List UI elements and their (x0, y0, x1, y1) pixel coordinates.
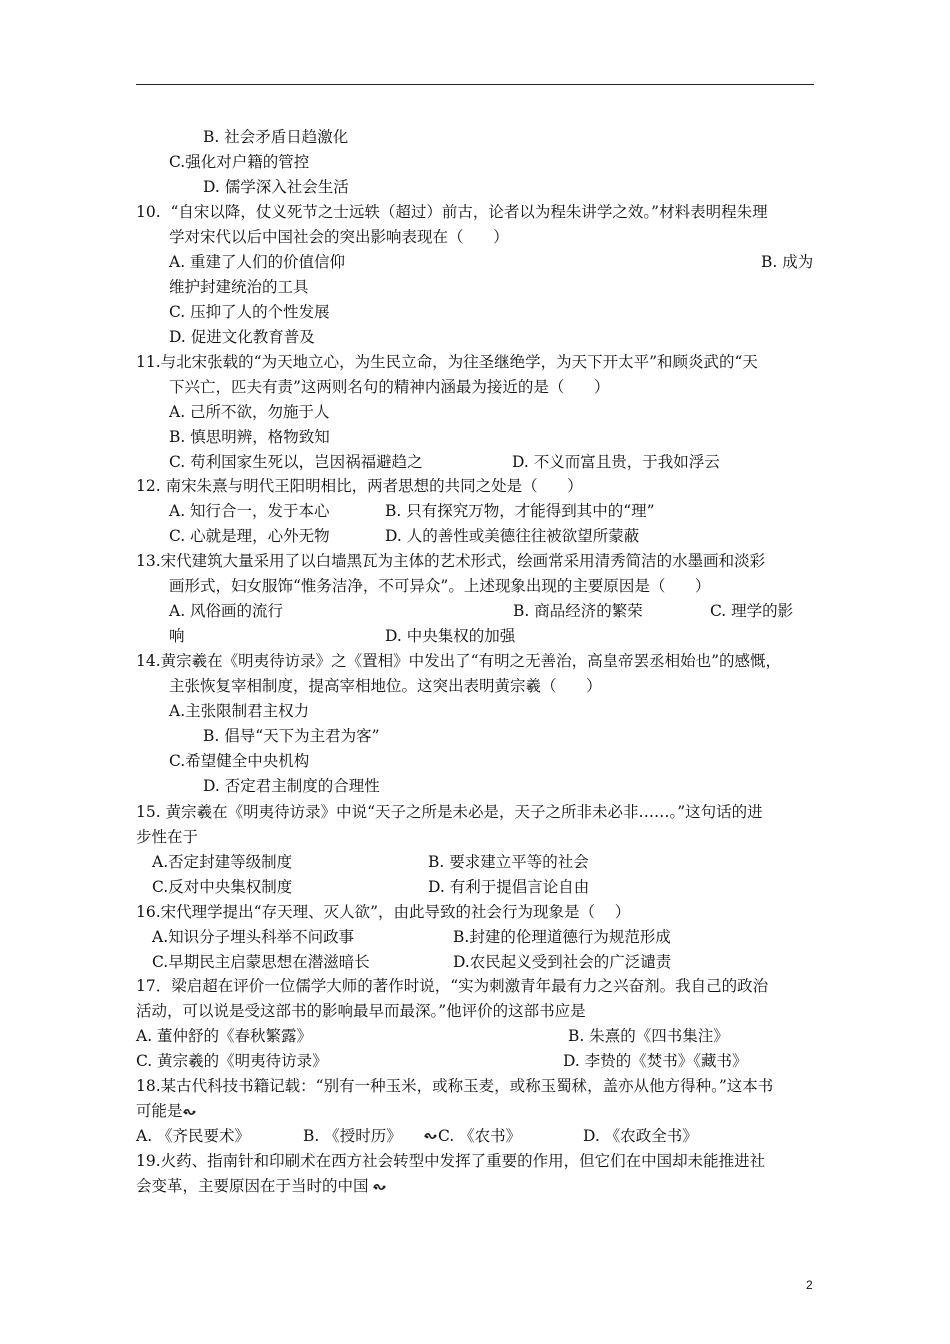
q12-option-c: C. 心就是理，心外无物 (169, 527, 330, 545)
q16-option-a: A.知识分子埋头科举不问政事 (152, 928, 355, 946)
q15-option-a: A.否定封建等级制度 (152, 853, 293, 871)
q10-option-d: D. 促进文化教育普及 (169, 328, 315, 346)
q18-stem-line2-wrap (136, 1101, 197, 1121)
q19-stem-line2: 会变革，主要原因在于当时的中国 (136, 1177, 369, 1195)
q17-option-c: C. 黄宗羲的《明夷待访录》 (136, 1052, 328, 1070)
q10-option-b: B. 成为 (761, 253, 814, 271)
page-number: 2 (806, 1278, 813, 1292)
q14-stem-line2: 主张恢复宰相制度，提高宰相地位。这突出表明黄宗羲（ ） (169, 677, 602, 695)
q12-option-d: D. 人的善性或美德往往被欲望所蒙蔽 (385, 527, 640, 545)
q13-option-c: C. 理学的影 (710, 602, 794, 620)
q16-option-d: D.农民起义受到社会的广泛谴责 (453, 953, 672, 971)
q15-option-c: C.反对中央集权制度 (152, 878, 293, 896)
q13-option-c-cont: 响 (169, 627, 185, 645)
q16-option-c: C.早期民主启蒙思想在潜滋暗长 (152, 953, 370, 971)
q11-option-d: D. 不义而富且贵，于我如浮云 (512, 453, 720, 471)
q11-option-a: A. 己所不欲，勿施于人 (169, 403, 330, 421)
q11-option-c: C. 苟利国家生死以，岂因祸福避趋之 (169, 453, 423, 471)
q12-stem: 12. 南宋朱熹与明代王阳明相比，两者思想的共同之处是（ ） (136, 477, 583, 495)
q10-option-b-cont: 维护封建统治的工具 (169, 278, 309, 296)
q12-option-a: A. 知行合一，发于本心 (169, 502, 330, 520)
scan-mark-icon (183, 1107, 197, 1117)
q18-option-d: D. 《农政全书》 (583, 1127, 698, 1145)
q14-option-c: C.希望健全中央机构 (169, 752, 310, 770)
q16-option-b: B.封建的伦理道德行为规范形成 (453, 928, 671, 946)
q10-stem-line2: 学对宋代以后中国社会的突出影响表现在（ ） (169, 228, 509, 246)
q11-stem-line1: 11.与北宋张载的“为天地立心，为生民立命，为往圣继绝学，为天下开太平”和顾炎武的“天 (136, 353, 758, 371)
q13-option-b: B. 商品经济的繁荣 (513, 602, 643, 620)
q18-stem-line2: 可能是 (136, 1102, 183, 1120)
scan-mark-icon (373, 1182, 387, 1192)
q17-stem-line1: 17．梁启超在评价一位儒学大师的著作时说，“实为刺激青年最有力之兴奋剂。我自己的政治 (136, 977, 769, 995)
q17-option-d: D. 李贽的《焚书》《藏书》 (563, 1052, 748, 1070)
q12-option-b: B. 只有探究万物，才能得到其中的“理” (385, 502, 655, 520)
q19-stem-line1: 19.火药、指南针和印刷术在西方社会转型中发挥了重要的作用，但它们在中国却未能推进社 (136, 1152, 766, 1170)
header-rule (136, 84, 814, 85)
q15-stem-line2: 步性在于 (136, 828, 199, 846)
q15-option-d: D. 有利于提倡言论自由 (428, 878, 590, 896)
q9-option-c: C.强化对户籍的管控 (169, 153, 310, 171)
q16-stem: 16.宋代理学提出“存天理、灭人欲”，由此导致的社会行为现象是（ ） (136, 903, 631, 921)
q17-option-b: B. 朱熹的《四书集注》 (568, 1027, 729, 1045)
q13-stem-line2: 画形式，妇女服饰“惟务洁净，不可异众”。上述现象出现的主要原因是（ ） (169, 577, 711, 595)
q14-option-a: A.主张限制君主权力 (169, 702, 310, 720)
q14-option-b: B. 倡导“天下为主君为客” (203, 727, 380, 745)
q10-option-c: C. 压抑了人的个性发展 (169, 303, 330, 321)
q11-option-b: B. 慎思明辨，格物致知 (169, 428, 330, 446)
q17-stem-line2: 活动，可以说是受这部书的影响最早而最深。”他评价的这部书应是 (136, 1002, 586, 1020)
q13-stem-line1: 13.宋代建筑大量采用了以白墙黑瓦为主体的艺术形式，绘画常采用清秀简洁的水墨画和淡彩 (136, 552, 766, 570)
q13-option-a: A. 风俗画的流行 (169, 602, 284, 620)
q11-stem-line2: 下兴亡，匹夫有责”这两则名句的精神内涵最为接近的是（ ） (169, 378, 610, 396)
q19-stem-line2-wrap (136, 1176, 387, 1196)
q14-option-d: D. 否定君主制度的合理性 (203, 777, 380, 795)
q18-option-a: A. 《齐民要术》 (136, 1127, 251, 1145)
q14-stem-line1: 14.黄宗羲在《明夷待访录》之《置相》中发出了“有明之无善治，高皇帝罢丞相始也”的感慨， (136, 652, 782, 670)
q10-option-a: A. 重建了人们的价值信仰 (169, 253, 346, 271)
q17-option-a: A. 董仲舒的《春秋繁露》 (136, 1027, 313, 1045)
q18-stem-line1: 18.某古代科技书籍记载：“别有一种玉米，或称玉麦，或称玉蜀秫，盖亦从他方得种。”这本书 (136, 1077, 774, 1095)
scan-mark-icon (424, 1131, 438, 1141)
q13-option-d: D. 中央集权的加强 (385, 627, 516, 645)
q18-option-b: B. 《授时历》 (303, 1127, 402, 1145)
q10-stem-line1: 10. “自宋以降，仗义死节之士远轶（超过）前古，论者以为程朱讲学之效。”材料表明程朱理 (136, 203, 768, 221)
q9-option-d: D. 儒学深入社会生活 (203, 178, 349, 196)
q9-option-b: B. 社会矛盾日趋激化 (203, 128, 349, 146)
q15-stem-line1: 15. 黄宗羲在《明夷待访录》中说“天子之所是未必是，天子之所非未必非……。”这句话的进 (136, 803, 763, 821)
q18-option-c: C. 《农书》 (438, 1127, 522, 1145)
q15-option-b: B. 要求建立平等的社会 (428, 853, 589, 871)
